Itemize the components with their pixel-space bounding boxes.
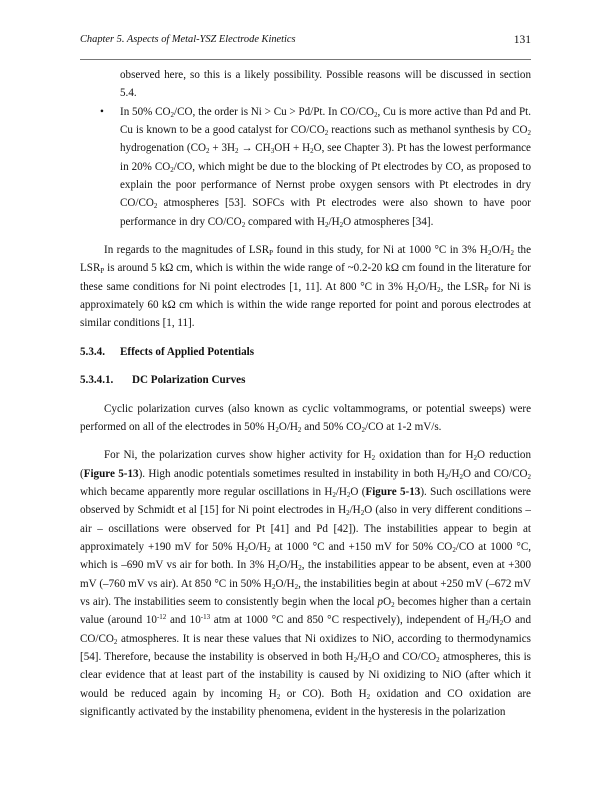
bullet-icon: •	[100, 105, 104, 118]
page-header	[80, 34, 531, 50]
cyclic-paragraph: Cyclic polarization curves (also known as cyclic voltammograms, or potential sweeps) were performed on all of the electrodes in 50% $H_2O/H_2$ and 50% $CO_2/CO$ at 1-2 mV/s.	[80, 402, 531, 434]
page-body	[80, 66, 531, 721]
figure-reference: Figure 5-13	[365, 485, 421, 498]
section-heading: 5.3.4. Effects of Applied Potentials	[80, 345, 255, 358]
header-rule	[80, 59, 531, 60]
ni-paragraph: For Ni, the polarization curves show higher activity for $H_2$ oxidation than for $H_2O$ reduction (Figure 5-13). High anodic potentials sometimes resulted in instability in both $H_2/H_2O$ and $CO/CO_2$ which became apparently more regular oscillations in $H_2/H_2O$ (Figure 5-13). Such oscillations were observed by Schmidt et al [15] for Ni point electrodes in $H_2/H_2O$ (also in very different conditions – air – oscillations were observed for Pt [41] and Pd [42]). The instabilities appear to begin at approximately +190 mV for 50% $H_2O/H_2$ at 1000 °C and +150 mV for 50% $CO_2/CO$ at 1000 °C, which is –690 mV vs air for both. In 3% $H_2O/H_2$, the instabilities appear to be absent, even at +300 mV (–760 mV vs air). At 850 °C in 50% $H_2O/H_2$, the instabilities begin at about +250 mV (–672 mV vs air). The instabilities seem to consistently begin when the local $pO_2$ becomes higher than a certain value (around $10^{-12}$ and $10^{-13}$ atm at 1000 °C and 850 °C respectively), independent of $H_2/H_2O$ and $CO/CO_2$ atmospheres. It is near these values that Ni oxidizes to NiO, according to thermodynamics [54]. Therefore, because the instability is observed in both $H_2/H_2O$ and $CO/CO_2$ atmospheres, this is clear evidence that at least part of the instability is caused by Ni oxidizing to NiO (after which it would be reduced again by incoming $H_2$ or CO). Both $H_2$ oxidation and CO oxidation are significantly activated by the instability phenomena, evident in the hysteresis in the polarization	[80, 449, 532, 718]
continued-paragraph: observed here, so this is a likely possibility. Possible reasons will be discussed in section 5.4.	[120, 69, 531, 100]
running-head: Chapter 5. Aspects of Metal-YSZ Electrode Kinetics	[80, 34, 296, 45]
lsr-paragraph: In regards to the magnitudes of $LSR_P$ found in this study, for Ni at 1000 °C in 3% $H_2O/H_2$ the $LSR_P$ is around 5 kΩ cm, which is within the wide range of ~0.2-20 kΩ cm found in the literature for these same conditions for Ni point electrodes [1, 11]. At 800 °C in 3% $H_2O/H_2$, the $LSR_P$ for Ni is approximately 60 kΩ cm which is within the wide range reported for point and porous electrodes at similar conditions [1, 11].	[80, 244, 531, 330]
figure-reference: Figure 5-13	[83, 467, 139, 480]
subsection-heading: 5.3.4.1. DC Polarization Curves	[80, 374, 246, 387]
bullet-list-item: • In 50% $CO_2/CO$, the order is Ni > Cu > Pd/Pt. In $CO/CO_2$, Cu is more active than Pd and Pt. Cu is known to be a good catalyst for $CO/CO_2$ reactions such as methanol synthesis by $CO_2$ hydrogenation ($CO_2 + 3H_2 \to CH_3OH + H_2O$, see Chapter 3). Pt has the lowest performance in 20% $CO_2/CO$, which might be due to the blocking of Pt electrodes by CO, as proposed to explain the poor performance of Nernst probe oxygen sensors with Pt electrodes in dry $CO/CO_2$ atmospheres [53]. SOFCs with Pt electrodes were also shown to have poor performance in dry $CO/CO_2$ compared with $H_2/H_2O$ atmospheres [34].	[80, 103, 531, 231]
page-number: 131	[513, 34, 531, 46]
